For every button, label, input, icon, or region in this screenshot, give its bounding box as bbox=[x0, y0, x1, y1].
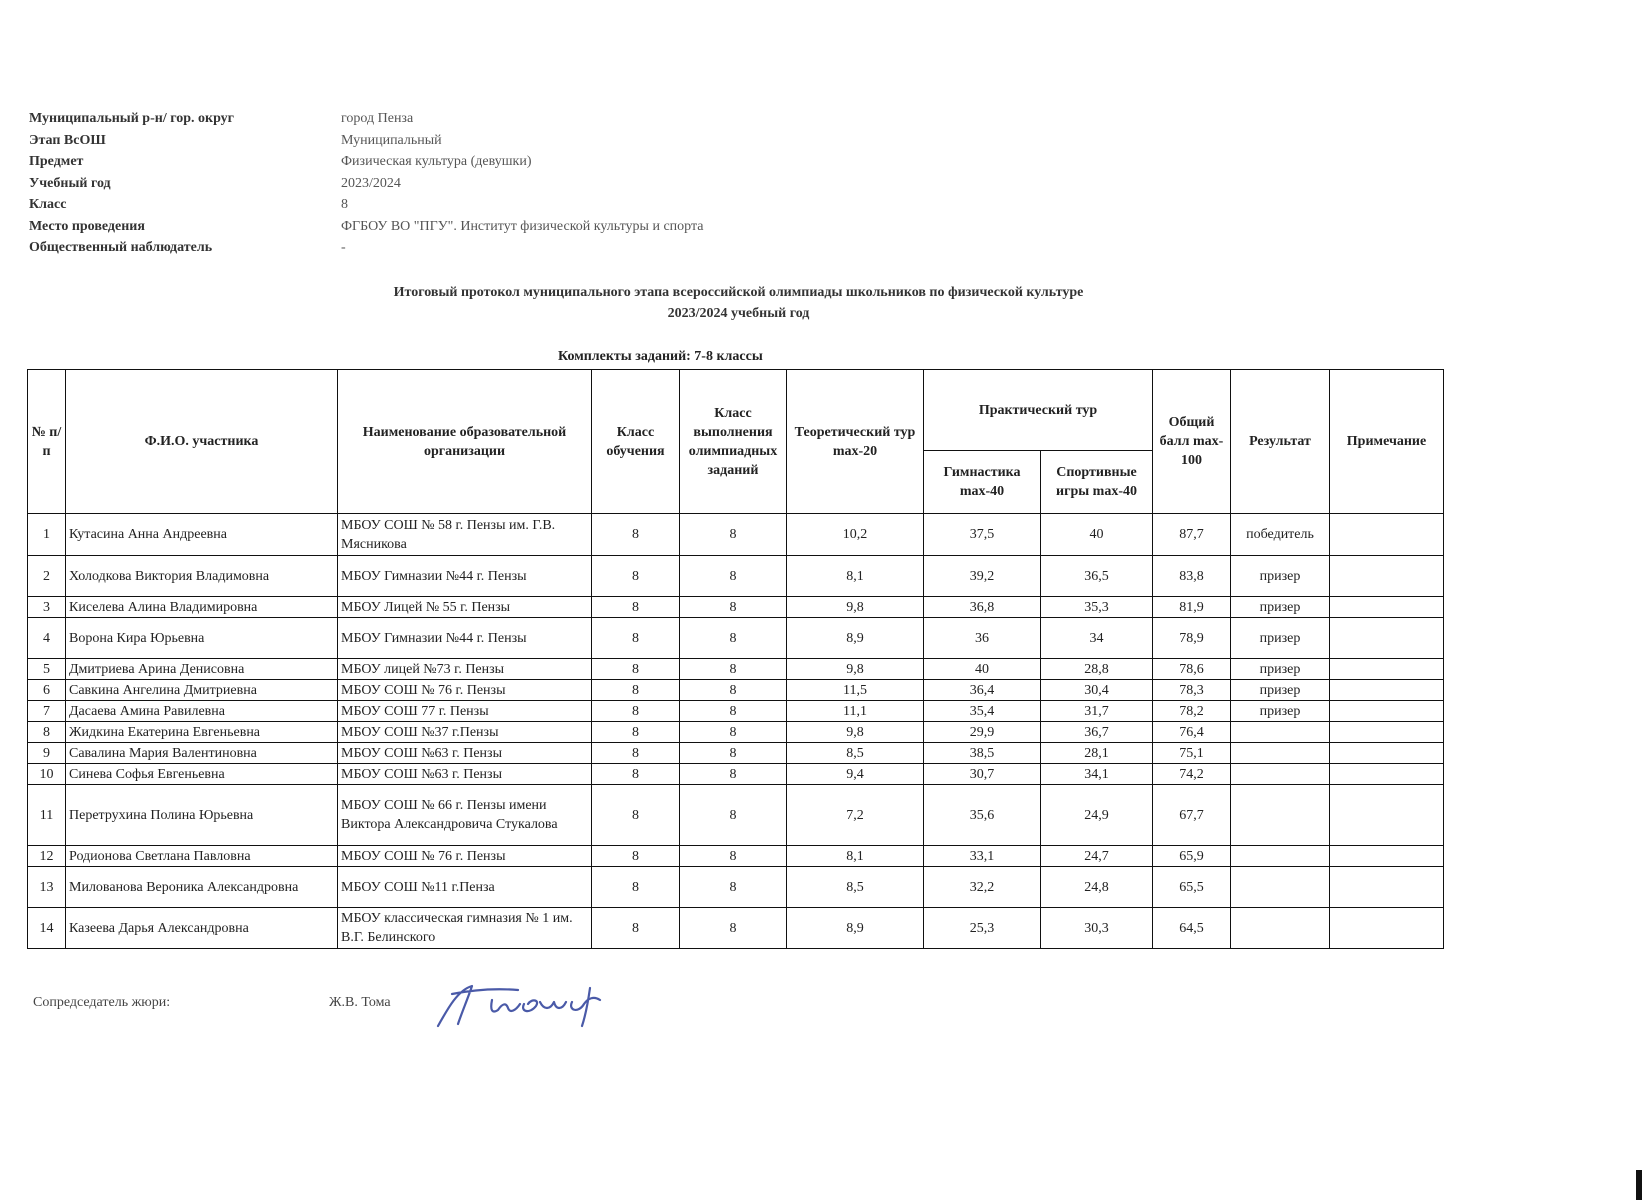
cell-grade: 8 bbox=[592, 597, 680, 618]
cell-note bbox=[1330, 659, 1444, 680]
cell-gymnastics: 39,2 bbox=[924, 556, 1041, 597]
header-games: Спортивные игры max-40 bbox=[1041, 451, 1153, 514]
header-name: Ф.И.О. участника bbox=[66, 370, 338, 514]
cell-total: 78,6 bbox=[1153, 659, 1231, 680]
cell-name: Холодкова Виктория Владимовна bbox=[66, 556, 338, 597]
cell-games: 28,8 bbox=[1041, 659, 1153, 680]
cell-name: Перетрухина Полина Юрьевна bbox=[66, 785, 338, 846]
task-kits-label: Комплекты заданий: 7-8 классы bbox=[558, 349, 763, 364]
cell-result bbox=[1231, 846, 1330, 867]
cell-total: 78,3 bbox=[1153, 680, 1231, 701]
cell-note bbox=[1330, 597, 1444, 618]
cell-grade-tasks: 8 bbox=[680, 908, 787, 949]
cell-theory: 9,4 bbox=[787, 764, 924, 785]
cell-games: 34 bbox=[1041, 618, 1153, 659]
cell-result bbox=[1231, 908, 1330, 949]
cell-total: 67,7 bbox=[1153, 785, 1231, 846]
results-table bbox=[27, 369, 1444, 949]
cell-gymnastics: 25,3 bbox=[924, 908, 1041, 949]
cell-grade: 8 bbox=[592, 701, 680, 722]
cell-games: 30,4 bbox=[1041, 680, 1153, 701]
cell-games: 28,1 bbox=[1041, 743, 1153, 764]
cell-theory: 9,8 bbox=[787, 722, 924, 743]
cell-gymnastics: 36 bbox=[924, 618, 1041, 659]
cell-note bbox=[1330, 618, 1444, 659]
cell-name: Дасаева Амина Равилевна bbox=[66, 701, 338, 722]
table-row bbox=[28, 701, 1444, 722]
cell-gymnastics: 30,7 bbox=[924, 764, 1041, 785]
cell-note bbox=[1330, 514, 1444, 556]
scan-artifact-bar bbox=[1636, 1170, 1642, 1200]
table-row bbox=[28, 618, 1444, 659]
table-row bbox=[28, 867, 1444, 908]
cell-grade: 8 bbox=[592, 785, 680, 846]
cell-num: 3 bbox=[28, 597, 66, 618]
cell-grade-tasks: 8 bbox=[680, 659, 787, 680]
meta-value: Физическая культура (девушки) bbox=[341, 154, 532, 169]
cell-total: 76,4 bbox=[1153, 722, 1231, 743]
cell-org: МБОУ СОШ №37 г.Пензы bbox=[338, 722, 592, 743]
cell-result: призер bbox=[1231, 597, 1330, 618]
cell-org: МБОУ Гимназии №44 г. Пензы bbox=[338, 618, 592, 659]
table-row bbox=[28, 785, 1444, 846]
meta-value: 8 bbox=[341, 197, 348, 212]
cell-grade-tasks: 8 bbox=[680, 785, 787, 846]
cell-total: 65,5 bbox=[1153, 867, 1231, 908]
cell-grade-tasks: 8 bbox=[680, 556, 787, 597]
cell-grade-tasks: 8 bbox=[680, 743, 787, 764]
cell-result: победитель bbox=[1231, 514, 1330, 556]
cell-num: 14 bbox=[28, 908, 66, 949]
cell-grade: 8 bbox=[592, 680, 680, 701]
header-practical: Практический тур bbox=[924, 370, 1153, 451]
cell-grade: 8 bbox=[592, 846, 680, 867]
handwritten-signature bbox=[432, 980, 622, 1030]
cell-grade: 8 bbox=[592, 908, 680, 949]
cell-total: 65,9 bbox=[1153, 846, 1231, 867]
cell-games: 35,3 bbox=[1041, 597, 1153, 618]
cell-note bbox=[1330, 701, 1444, 722]
cell-note bbox=[1330, 556, 1444, 597]
cell-num: 11 bbox=[28, 785, 66, 846]
meta-value: ФГБОУ ВО "ПГУ". Институт физической культуры и спорта bbox=[341, 218, 704, 234]
cell-result bbox=[1231, 743, 1330, 764]
cell-org: МБОУ Лицей № 55 г. Пензы bbox=[338, 597, 592, 618]
cell-name: Жидкина Екатерина Евгеньевна bbox=[66, 722, 338, 743]
cell-gymnastics: 37,5 bbox=[924, 514, 1041, 556]
meta-label: Место проведения bbox=[29, 218, 145, 234]
cell-org: МБОУ СОШ № 76 г. Пензы bbox=[338, 846, 592, 867]
cell-name: Киселева Алина Владимировна bbox=[66, 597, 338, 618]
header-theory: Теоретический тур max-20 bbox=[787, 370, 924, 514]
cell-games: 36,5 bbox=[1041, 556, 1153, 597]
cell-org: МБОУ СОШ № 66 г. Пензы имени Виктора Александровича Стукалова bbox=[338, 785, 592, 846]
cell-grade-tasks: 8 bbox=[680, 514, 787, 556]
cell-grade: 8 bbox=[592, 722, 680, 743]
table-row bbox=[28, 846, 1444, 867]
cell-name: Казеева Дарья Александровна bbox=[66, 908, 338, 949]
cell-gymnastics: 38,5 bbox=[924, 743, 1041, 764]
cell-total: 64,5 bbox=[1153, 908, 1231, 949]
table-row bbox=[28, 597, 1444, 618]
cell-theory: 9,8 bbox=[787, 659, 924, 680]
cell-result: призер bbox=[1231, 618, 1330, 659]
protocol-year: 2023/2024 учебный год bbox=[667, 306, 810, 321]
cell-name: Савалина Мария Валентиновна bbox=[66, 743, 338, 764]
cell-grade-tasks: 8 bbox=[680, 701, 787, 722]
cell-org: МБОУ СОШ № 76 г. Пензы bbox=[338, 680, 592, 701]
cell-gymnastics: 36,4 bbox=[924, 680, 1041, 701]
cell-grade: 8 bbox=[592, 659, 680, 680]
cell-grade-tasks: 8 bbox=[680, 867, 787, 908]
cell-num: 7 bbox=[28, 701, 66, 722]
cell-num: 12 bbox=[28, 846, 66, 867]
table-row bbox=[28, 908, 1444, 949]
cell-num: 2 bbox=[28, 556, 66, 597]
cell-note bbox=[1330, 680, 1444, 701]
cell-grade-tasks: 8 bbox=[680, 722, 787, 743]
cell-org: МБОУ Гимназии №44 г. Пензы bbox=[338, 556, 592, 597]
cell-gymnastics: 32,2 bbox=[924, 867, 1041, 908]
cell-total: 87,7 bbox=[1153, 514, 1231, 556]
cell-name: Ворона Кира Юрьевна bbox=[66, 618, 338, 659]
cell-note bbox=[1330, 846, 1444, 867]
cell-gymnastics: 36,8 bbox=[924, 597, 1041, 618]
meta-value: 2023/2024 bbox=[341, 175, 401, 191]
cell-num: 8 bbox=[28, 722, 66, 743]
cell-grade: 8 bbox=[592, 867, 680, 908]
cell-name: Родионова Светлана Павловна bbox=[66, 846, 338, 867]
table-row bbox=[28, 556, 1444, 597]
cell-theory: 10,2 bbox=[787, 514, 924, 556]
cell-theory: 8,1 bbox=[787, 556, 924, 597]
cell-num: 4 bbox=[28, 618, 66, 659]
cell-num: 10 bbox=[28, 764, 66, 785]
table-row bbox=[28, 764, 1444, 785]
cell-note bbox=[1330, 785, 1444, 846]
cell-games: 31,7 bbox=[1041, 701, 1153, 722]
cell-org: МБОУ СОШ № 58 г. Пензы им. Г.В. Мясникова bbox=[338, 514, 592, 556]
cell-theory: 8,9 bbox=[787, 618, 924, 659]
cell-grade: 8 bbox=[592, 764, 680, 785]
meta-label: Класс bbox=[29, 197, 67, 212]
cell-org: МБОУ классическая гимназия № 1 им. В.Г. Белинского bbox=[338, 908, 592, 949]
cell-result bbox=[1231, 785, 1330, 846]
header-result: Результат bbox=[1231, 370, 1330, 514]
cell-name: Кутасина Анна Андреевна bbox=[66, 514, 338, 556]
cell-games: 34,1 bbox=[1041, 764, 1153, 785]
cell-note bbox=[1330, 722, 1444, 743]
cell-games: 36,7 bbox=[1041, 722, 1153, 743]
cell-name: Савкина Ангелина Дмитриевна bbox=[66, 680, 338, 701]
cell-theory: 8,5 bbox=[787, 867, 924, 908]
cell-org: МБОУ СОШ 77 г. Пензы bbox=[338, 701, 592, 722]
meta-label: Этап ВсОШ bbox=[29, 132, 106, 148]
cell-gymnastics: 35,6 bbox=[924, 785, 1041, 846]
meta-label: Учебный год bbox=[29, 175, 111, 191]
cell-grade-tasks: 8 bbox=[680, 764, 787, 785]
cell-grade: 8 bbox=[592, 618, 680, 659]
table-row bbox=[28, 743, 1444, 764]
cell-theory: 8,5 bbox=[787, 743, 924, 764]
table-row bbox=[28, 680, 1444, 701]
cell-result: призер bbox=[1231, 556, 1330, 597]
cell-theory: 11,1 bbox=[787, 701, 924, 722]
table-row bbox=[28, 659, 1444, 680]
cell-org: МБОУ СОШ №63 г. Пензы bbox=[338, 743, 592, 764]
cell-games: 24,9 bbox=[1041, 785, 1153, 846]
cell-gymnastics: 35,4 bbox=[924, 701, 1041, 722]
cell-result bbox=[1231, 867, 1330, 908]
cell-note bbox=[1330, 908, 1444, 949]
cell-note bbox=[1330, 743, 1444, 764]
cell-total: 81,9 bbox=[1153, 597, 1231, 618]
cell-grade-tasks: 8 bbox=[680, 680, 787, 701]
cell-result: призер bbox=[1231, 659, 1330, 680]
cell-grade-tasks: 8 bbox=[680, 846, 787, 867]
cell-name: Дмитриева Арина Денисовна bbox=[66, 659, 338, 680]
cell-theory: 8,1 bbox=[787, 846, 924, 867]
cell-num: 9 bbox=[28, 743, 66, 764]
header-num: № п/п bbox=[28, 370, 66, 514]
table-row bbox=[28, 722, 1444, 743]
cell-name: Синева Софья Евгеньевна bbox=[66, 764, 338, 785]
meta-label: Муниципальный р-н/ гор. округ bbox=[29, 111, 235, 126]
cell-grade: 8 bbox=[592, 743, 680, 764]
header-total: Общий балл max-100 bbox=[1153, 370, 1231, 514]
protocol-title: Итоговый протокол муниципального этапа всероссийской олимпиады школьников по физической культуре bbox=[393, 285, 1084, 300]
meta-label: Общественный наблюдатель bbox=[29, 240, 213, 255]
header-note: Примечание bbox=[1330, 370, 1444, 514]
cell-theory: 11,5 bbox=[787, 680, 924, 701]
cell-theory: 9,8 bbox=[787, 597, 924, 618]
cell-games: 24,7 bbox=[1041, 846, 1153, 867]
cell-org: МБОУ лицей №73 г. Пензы bbox=[338, 659, 592, 680]
cell-num: 13 bbox=[28, 867, 66, 908]
cell-org: МБОУ СОШ №63 г. Пензы bbox=[338, 764, 592, 785]
cell-gymnastics: 40 bbox=[924, 659, 1041, 680]
cell-games: 24,8 bbox=[1041, 867, 1153, 908]
cell-total: 78,9 bbox=[1153, 618, 1231, 659]
cell-result: призер bbox=[1231, 680, 1330, 701]
jury-cochair-label: Сопредседатель жюри: bbox=[33, 995, 171, 1010]
cell-result: призер bbox=[1231, 701, 1330, 722]
cell-total: 83,8 bbox=[1153, 556, 1231, 597]
meta-label: Предмет bbox=[29, 154, 84, 169]
cell-note bbox=[1330, 764, 1444, 785]
table-row bbox=[28, 514, 1444, 556]
cell-gymnastics: 33,1 bbox=[924, 846, 1041, 867]
cell-result bbox=[1231, 764, 1330, 785]
meta-value: Муниципальный bbox=[341, 132, 442, 148]
header-gymnastics: Гимнастика max-40 bbox=[924, 451, 1041, 514]
cell-total: 75,1 bbox=[1153, 743, 1231, 764]
cell-total: 74,2 bbox=[1153, 764, 1231, 785]
cell-note bbox=[1330, 867, 1444, 908]
cell-total: 78,2 bbox=[1153, 701, 1231, 722]
cell-result bbox=[1231, 722, 1330, 743]
cell-num: 6 bbox=[28, 680, 66, 701]
cell-num: 5 bbox=[28, 659, 66, 680]
header-grade: Класс обучения bbox=[592, 370, 680, 514]
cell-name: Милованова Вероника Александровна bbox=[66, 867, 338, 908]
meta-value: город Пенза bbox=[341, 111, 414, 126]
cell-grade: 8 bbox=[592, 556, 680, 597]
cell-games: 40 bbox=[1041, 514, 1153, 556]
cell-grade-tasks: 8 bbox=[680, 618, 787, 659]
jury-cochair-name: Ж.В. Тома bbox=[329, 995, 391, 1010]
header-grade-tasks: Класс выполнения олимпиадных заданий bbox=[680, 370, 787, 514]
cell-num: 1 bbox=[28, 514, 66, 556]
cell-org: МБОУ СОШ №11 г.Пенза bbox=[338, 867, 592, 908]
cell-games: 30,3 bbox=[1041, 908, 1153, 949]
meta-value: - bbox=[341, 240, 346, 255]
cell-theory: 8,9 bbox=[787, 908, 924, 949]
cell-theory: 7,2 bbox=[787, 785, 924, 846]
cell-gymnastics: 29,9 bbox=[924, 722, 1041, 743]
cell-grade: 8 bbox=[592, 514, 680, 556]
header-org: Наименование образовательной организации bbox=[338, 370, 592, 514]
cell-grade-tasks: 8 bbox=[680, 597, 787, 618]
